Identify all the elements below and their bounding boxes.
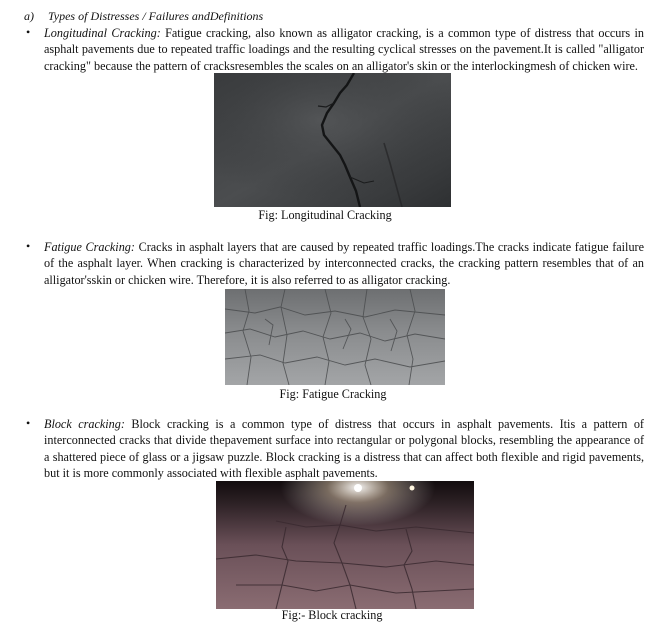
fatigue-crack-image (225, 289, 445, 385)
list-item-fatigue (26, 239, 644, 288)
figure-caption: Fig: Fatigue Cracking (279, 387, 387, 401)
item-term: Longitudinal Cracking: (44, 26, 161, 40)
list-item-longitudinal (26, 25, 644, 74)
bullet-icon: • (26, 25, 31, 39)
section-title: Types of Distresses / Failures andDefinitions (48, 9, 264, 23)
item-paragraph (44, 25, 644, 74)
bullet-icon: • (26, 416, 31, 430)
item-text: Fatigue cracking, also known as alligator cracking, is a common type of distress that occurs in asphalt pavements due to repeated traffic loadings and the resulting cyclical stresses on the pavement.It is called "alligator cracking" because the pattern of cracksresembles the scales on an alligator's skin or the interlockingmesh of chicken wire. (44, 26, 644, 73)
item-term: Fatigue Cracking: (44, 240, 135, 254)
figure-fatigue-cracking (225, 289, 445, 385)
item-paragraph (44, 416, 644, 482)
figure-longitudinal-cracking (214, 73, 451, 207)
item-text: Block cracking is a common type of distress that occurs in asphalt pavements. Itis a pattern of interconnected cracks that divide thepavement surface into rectangular or polygonal blocks, resembling the appearance of a shattered piece of glass or a jigsaw puzzle. Block cracking is a distress that can affect both flexible and rigid pavements, but it is more commonly associated with flexible asphalt pavements. (44, 417, 644, 481)
figure-caption: Fig:- Block cracking (281, 608, 383, 622)
section-number: a) (24, 9, 34, 23)
section-heading (24, 9, 263, 24)
list-item-block (26, 416, 644, 482)
item-term: Block cracking: (44, 417, 125, 431)
bullet-icon: • (26, 239, 31, 253)
item-paragraph (44, 239, 644, 288)
item-text: Cracks in asphalt layers that are caused by repeated traffic loadings.The cracks indicate fatigue failure of the asphalt layer. When cracking is characterized by interconnected cracks, the cracking pattern resembles that of an alligator'sskin or chicken wire. Therefore, it is also referred to as alligator cracking. (44, 240, 645, 287)
figure-caption: Fig: Longitudinal Cracking (258, 208, 392, 222)
block-crack-image (216, 481, 474, 609)
longitudinal-crack-image (214, 73, 451, 207)
figure-block-cracking (216, 481, 474, 609)
